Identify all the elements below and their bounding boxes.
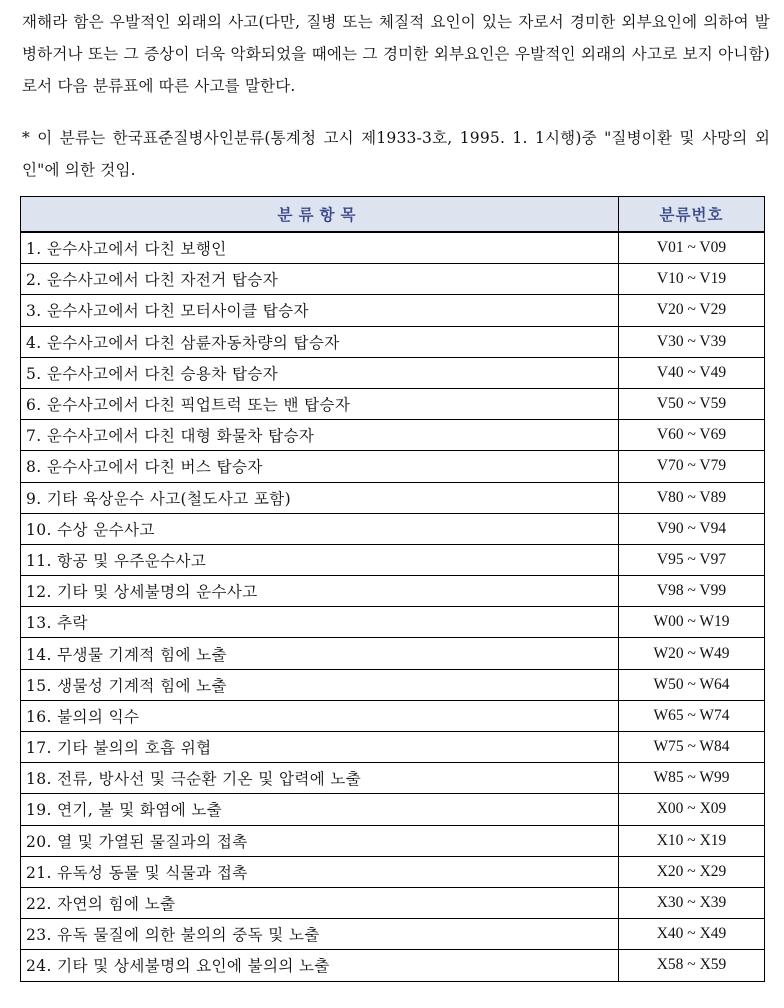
table-row — [21, 232, 765, 264]
row-item-code: W85 ~ W99 — [619, 763, 765, 794]
row-item-code: V30 ~ V39 — [619, 326, 765, 357]
row-item-name: 7. 운수사고에서 다친 대형 화물차 탑승자 — [21, 420, 619, 451]
table-row — [21, 326, 765, 357]
row-item-code: V98 ~ V99 — [619, 576, 765, 607]
table-row — [21, 607, 765, 638]
row-item-code: W75 ~ W84 — [619, 732, 765, 763]
row-item-name: 16. 불의의 익수 — [21, 700, 619, 731]
table-row — [21, 482, 765, 513]
row-item-name: 17. 기타 불의의 호흡 위협 — [21, 732, 619, 763]
row-item-code: V95 ~ V97 — [619, 544, 765, 575]
table-row — [21, 638, 765, 669]
row-item-name: 20. 열 및 가열된 물질과의 접촉 — [21, 825, 619, 856]
row-item-name: 19. 연기, 불 및 화염에 노출 — [21, 794, 619, 825]
row-item-name: 10. 수상 운수사고 — [21, 513, 619, 544]
table-row — [21, 950, 765, 981]
table-row — [21, 856, 765, 887]
row-item-name: 2. 운수사고에서 다친 자전거 탑승자 — [21, 264, 619, 295]
table-row — [21, 919, 765, 950]
row-item-name: 15. 생물성 기계적 힘에 노출 — [21, 669, 619, 700]
classification-table — [20, 196, 765, 982]
table-row — [21, 825, 765, 856]
row-item-name: 1. 운수사고에서 다친 보행인 — [21, 232, 619, 264]
intro-section — [22, 6, 770, 102]
note-section — [22, 122, 770, 186]
table-row — [21, 451, 765, 482]
table-row — [21, 763, 765, 794]
row-item-name: 14. 무생물 기계적 힘에 노출 — [21, 638, 619, 669]
row-item-code: X30 ~ X39 — [619, 887, 765, 918]
row-item-code: X10 ~ X19 — [619, 825, 765, 856]
row-item-code: V50 ~ V59 — [619, 388, 765, 419]
table-row — [21, 794, 765, 825]
row-item-name: 18. 전류, 방사선 및 극순환 기온 및 압력에 노출 — [21, 763, 619, 794]
row-item-name: 8. 운수사고에서 다친 버스 탑승자 — [21, 451, 619, 482]
table-row — [21, 887, 765, 918]
row-item-code: X20 ~ X29 — [619, 856, 765, 887]
row-item-code: X58 ~ X59 — [619, 950, 765, 981]
row-item-name: 23. 유독 물질에 의한 불의의 중독 및 노출 — [21, 919, 619, 950]
header-item: 분류항목 — [21, 197, 619, 233]
row-item-code: V60 ~ V69 — [619, 420, 765, 451]
row-item-name: 11. 항공 및 우주운수사고 — [21, 544, 619, 575]
header-code: 분류번호 — [619, 197, 765, 233]
classification-note: * 이 분류는 한국표준질병사인분류(통계청 고시 제1933-3호, 1995. 1. 1시행)중 "질병이환 및 사망의 외인"에 의한 것임. — [22, 129, 770, 179]
row-item-code: W65 ~ W74 — [619, 700, 765, 731]
table-row — [21, 357, 765, 388]
table-row — [21, 732, 765, 763]
table-row — [21, 420, 765, 451]
table-row — [21, 576, 765, 607]
row-item-code: V40 ~ V49 — [619, 357, 765, 388]
row-item-name: 13. 추락 — [21, 607, 619, 638]
row-item-name: 12. 기타 및 상세불명의 운수사고 — [21, 576, 619, 607]
table-row — [21, 295, 765, 326]
row-item-code: V90 ~ V94 — [619, 513, 765, 544]
table-body — [21, 232, 765, 981]
table-row — [21, 544, 765, 575]
row-item-code: X40 ~ X49 — [619, 919, 765, 950]
table-row — [21, 700, 765, 731]
row-item-code: V20 ~ V29 — [619, 295, 765, 326]
table-row — [21, 388, 765, 419]
row-item-code: V80 ~ V89 — [619, 482, 765, 513]
row-item-name: 5. 운수사고에서 다친 승용차 탑승자 — [21, 357, 619, 388]
row-item-name: 9. 기타 육상운수 사고(철도사고 포함) — [21, 482, 619, 513]
row-item-name: 24. 기타 및 상세불명의 요인에 불의의 노출 — [21, 950, 619, 981]
row-item-name: 6. 운수사고에서 다친 픽업트럭 또는 밴 탑승자 — [21, 388, 619, 419]
row-item-code: X00 ~ X09 — [619, 794, 765, 825]
row-item-name: 3. 운수사고에서 다친 모터사이클 탑승자 — [21, 295, 619, 326]
row-item-name: 4. 운수사고에서 다친 삼륜자동차량의 탑승자 — [21, 326, 619, 357]
table-row — [21, 669, 765, 700]
row-item-code: V70 ~ V79 — [619, 451, 765, 482]
intro-paragraph: 재해라 함은 우발적인 외래의 사고(다만, 질병 또는 체질적 요인이 있는 자로서 경미한 외부요인에 의하여 발병하거나 또는 그 증상이 더욱 악화되었을 때에는 그 경미한 외부요인은 우발적인 외래의 사고로 보지 아니함)로서 다음 분류표에 따른 사고를 말한다. — [22, 13, 770, 95]
row-item-code: W50 ~ W64 — [619, 669, 765, 700]
row-item-code: W00 ~ W19 — [619, 607, 765, 638]
row-item-code: V01 ~ V09 — [619, 232, 765, 264]
row-item-name: 22. 자연의 힘에 노출 — [21, 887, 619, 918]
table-header-row — [21, 197, 765, 233]
row-item-name: 21. 유독성 동물 및 식물과 접촉 — [21, 856, 619, 887]
table-row — [21, 264, 765, 295]
row-item-code: V10 ~ V19 — [619, 264, 765, 295]
table-row — [21, 513, 765, 544]
row-item-code: W20 ~ W49 — [619, 638, 765, 669]
